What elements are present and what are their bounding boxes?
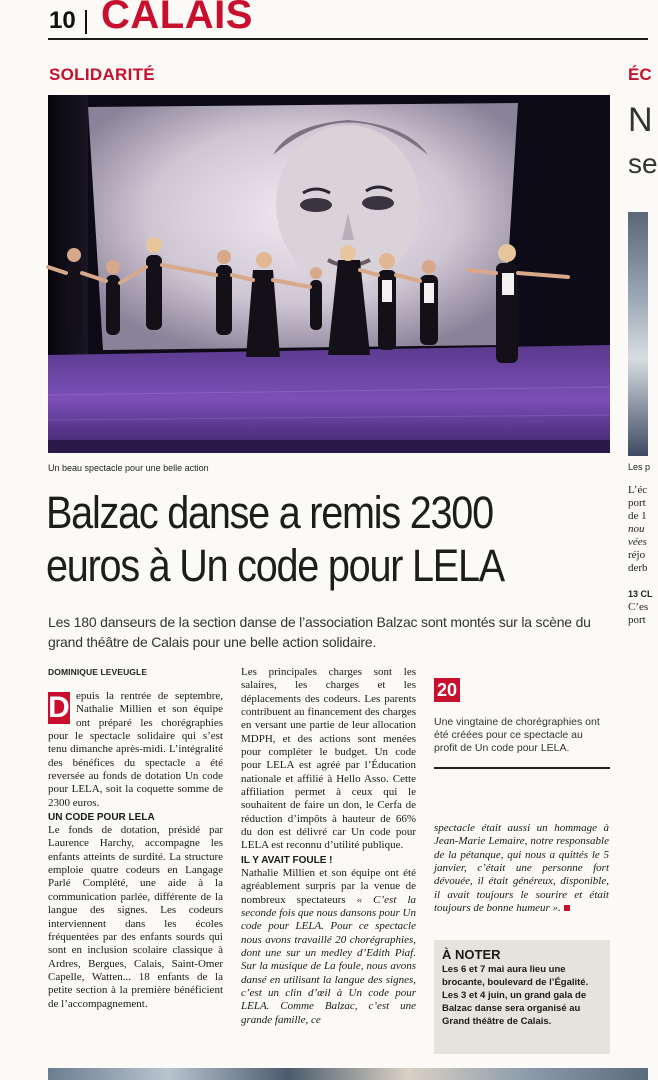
neighbor-headline-2: se xyxy=(628,148,658,179)
quote-part-2 xyxy=(434,822,609,915)
quote-part-1: « C’est la seconde fois que nous dansons pour Un code pour LELA. Pour ce spectacle nous avons travaillé 20 chorégraphies, dont une sur un medley d’Edith Piaf. Sur la musique de La foule, nous avons dansé en utilisant la langue des signes, c’est un clin d’œil à Un code pour LELA. Comme Balzac, c’est une grande famille, ce xyxy=(241,893,416,1026)
header-rule xyxy=(48,38,648,40)
paragraph-fonds: Le fonds de dotation, présidé par Laurence Harchy, accompagne les enfants atteints de surdité. La structure emploie quatre codeurs en Langage Parlé Complété, une aide à la communication parlée, différente de la langue des signes. Les codeurs interviennent dans les écoles fréquentées par des enfants sourds qui sont en inclusion scolaire classique à Ardres, Bergues, Calais, Saint-Omer Capelle, Watten... 18 enfants de la petite section à la première bénéficient de l’accompagnement. xyxy=(48,824,223,1010)
subheading-foule: IL Y AVAIT FOULE ! xyxy=(241,854,333,866)
paragraph-foule-text: Nathalie Millien et son équipe ont été agréablement surpris par la venue de nombreux spectateurs xyxy=(241,866,416,906)
headline-line-1: Balzac danse a remis 2300 xyxy=(46,487,493,538)
article-column-3 xyxy=(434,822,609,915)
photo-caption: Un beau spectacle pour une belle action xyxy=(48,463,209,473)
note-box xyxy=(434,940,610,1054)
note-item-2: Les 3 et 4 juin, un grand gala de Balzac danse sera organisé au Grand théâtre de Calais. xyxy=(442,990,587,1027)
stage-photo xyxy=(48,95,610,453)
neighbor-caption: Les p xyxy=(628,462,651,472)
neighbor-line: réjo xyxy=(628,549,646,561)
neighbor-line: C’es xyxy=(628,601,649,613)
neighbor-photo xyxy=(628,212,648,456)
header-separator xyxy=(85,10,87,34)
neighbor-line: vées xyxy=(628,536,647,548)
neighbor-line: L’éc xyxy=(628,484,648,496)
paragraph-charges: Les principales charges sont les salaires, les charges et les déplacements des codeurs. Les parents contribuent au financement des charges en versant une partie de leur allocation MDPH, et des actions sont menées pour compléter le budget. Un code pour LELA est agréé par l’Éducation nationale et affilié à Hello Asso. Cette affiliation permet à ceux qui le souhaitent de faire un don, le Cerfa de réduction d’impôts à hauteur de 66% du don est délivré car Un code pour LELA est reconnu d’utilité publique. xyxy=(241,666,416,852)
neighbor-rubric: ÉC xyxy=(628,65,652,84)
article-lead: Les 180 danseurs de la section danse de l’association Balzac sont montés sur la scène du grand théâtre de Calais pour une belle action solidaire. xyxy=(48,614,591,650)
neighbor-subheading: 13 CL xyxy=(628,589,653,599)
key-figure-text: Une vingtaine de chorégraphies ont été créées pour ce spectacle au profit de Un code pour LELA. xyxy=(434,716,600,754)
paragraph-intro-text: epuis la rentrée de septembre, Nathalie Millien et son équipe ont préparé les chorégraphies pour le spectacle solidaire qui s’est tenu dimanche après-midi. L’intégralité des bénéfices du spectacle a été reversée au fonds de dotation Un code pour LELA, soit la coquette somme de 2300 euros. xyxy=(48,690,223,809)
article-column-2 xyxy=(241,666,416,1027)
neighbor-line: derb xyxy=(628,562,648,574)
end-mark xyxy=(564,905,570,911)
drop-cap: D xyxy=(48,691,70,724)
article-headline xyxy=(46,486,548,592)
key-figure-rule xyxy=(434,767,610,769)
paragraph-intro xyxy=(48,690,223,810)
stage-photo-illustration xyxy=(48,95,610,453)
page-number: 10 xyxy=(49,7,76,34)
neighbor-line: port xyxy=(628,497,646,509)
headline-line-2: euros à Un code pour LELA xyxy=(46,540,504,591)
neighbor-line: port xyxy=(628,614,646,626)
key-figure-number: 20 xyxy=(434,678,460,702)
article-column-1 xyxy=(48,690,223,1011)
author-byline: DOMINIQUE LEVEUGLE xyxy=(48,667,148,677)
rubric-label: SOLIDARITÉ xyxy=(49,65,155,84)
neighbor-headline-1: N xyxy=(628,101,653,139)
bottom-photo-strip xyxy=(48,1068,648,1080)
neighbor-line: nou xyxy=(628,523,645,535)
note-item-1: Les 6 et 7 mai aura lieu une brocante, boulevard de l’Égalité. xyxy=(442,964,589,988)
note-title: À NOTER xyxy=(442,947,501,962)
neighbor-line: de 1 xyxy=(628,510,647,522)
section-city-title: CALAIS xyxy=(101,0,253,37)
paragraph-foule xyxy=(241,867,416,1027)
subheading-un-code-pour-lela: UN CODE POUR LELA xyxy=(48,812,155,824)
quote-part-2-text: spectacle était aussi un hommage à Jean-Marie Lemaire, notre responsable de la pétanque, qui nous a quittés le 5 janvier, c’était une personne fort dévouée, il était généreux, disponible, il avait toujours le sourire et était toujours de bonne humeur ». xyxy=(434,822,609,915)
